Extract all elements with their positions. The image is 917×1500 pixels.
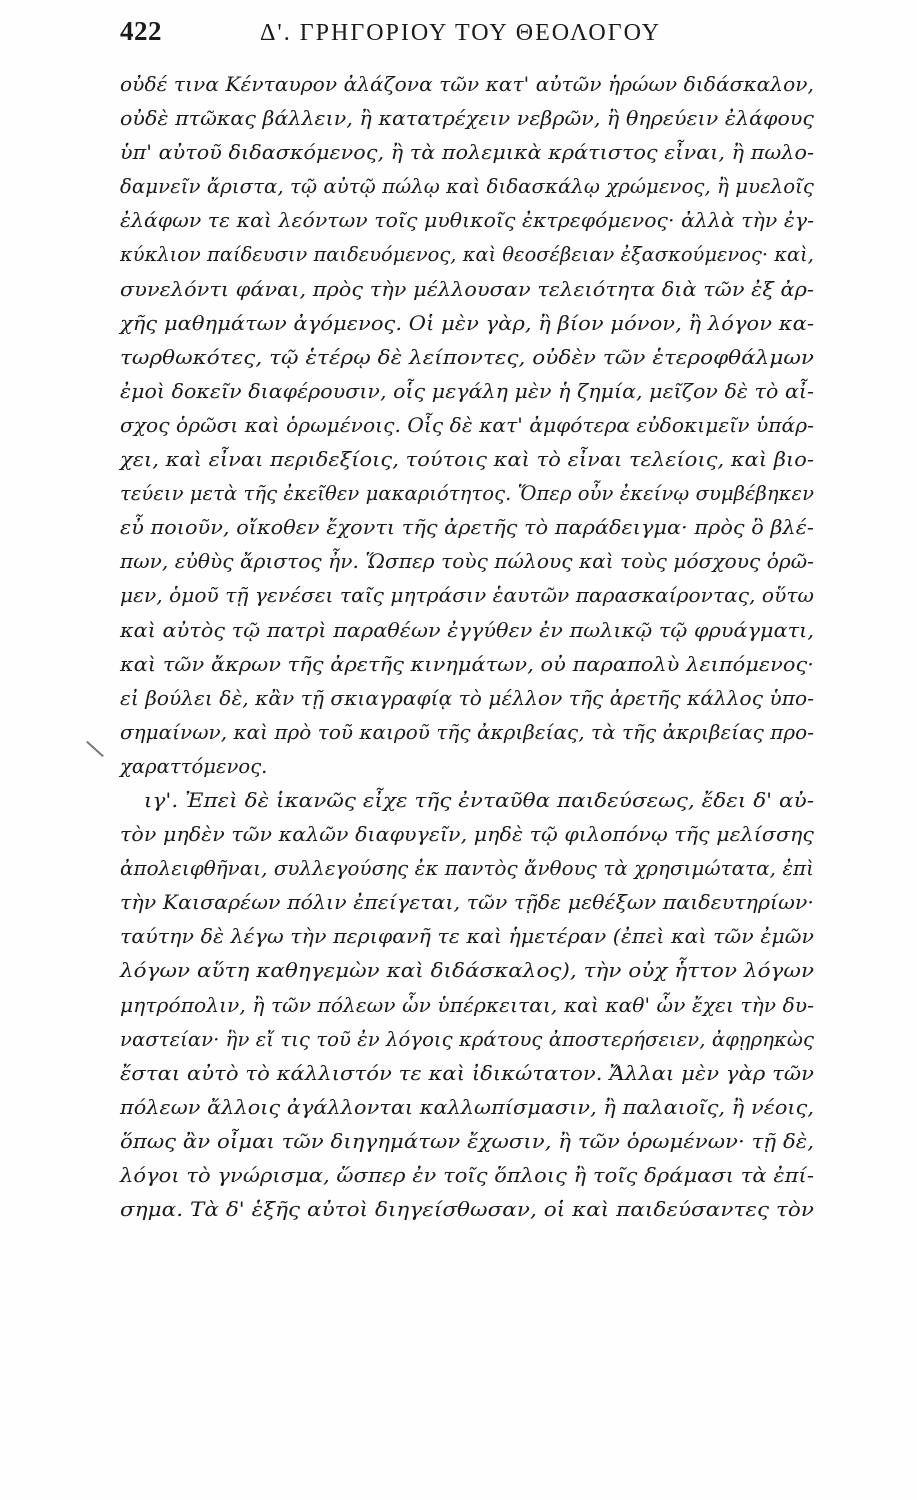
text-line: πων, εὐθὺς ἄριστος ἦν. Ὥσπερ τοὺς πώλους καὶ τοὺς μόσχους ὁρῶ- bbox=[120, 550, 814, 574]
text-line: σημα. Τὰ δ' ἑξῆς αὐτοὶ διηγείσθωσαν, οἱ καὶ παιδεύσαντες τὸν bbox=[120, 1198, 814, 1222]
text-line: ἐμοὶ δοκεῖν διαφέρουσιν, οἷς μεγάλη μὲν ἡ ζημία, μεῖζον δὲ τὸ αἶ- bbox=[120, 379, 814, 403]
section-start-line: ιγ'. Ἐπεὶ δὲ ἱκανῶς εἶχε τῆς ἐνταῦθα παιδεύσεως, ἔδει δ' αὐ- bbox=[144, 788, 815, 812]
text-line: χει, καὶ εἶναι περιδεξίοις, τούτοις καὶ τὸ εἶναι τελείοις, καὶ βιο- bbox=[120, 448, 815, 472]
text-line bbox=[120, 1227, 814, 1261]
text-line: μητρόπολιν, ἢ τῶν πόλεων ὧν ὑπέρκειται, καὶ καθ' ὧν ἔχει τὴν δυ- bbox=[120, 993, 814, 1017]
page-number: 422 bbox=[120, 16, 162, 46]
text-line: σημαίνων, καὶ πρὸ τοῦ καιροῦ τῆς ἀκριβείας, τὰ τῆς ἀκριβείας προ- bbox=[120, 720, 815, 744]
text-line: εὖ ποιοῦν, οἴκοθεν ἔχοντι τῆς ἀρετῆς τὸ παράδειγμα· πρὸς ὃ βλέ- bbox=[120, 516, 814, 540]
text-line: ἀπολειφθῆναι, συλλεγούσης ἐκ παντὸς ἄνθους τὰ χρησιμώτατα, ἐπὶ bbox=[120, 857, 814, 881]
text-line: σχος ὁρῶσι καὶ ὁρωμένοις. Οἷς δὲ κατ' ἀμφότερα εὐδοκιμεῖν ὑπάρ- bbox=[120, 413, 814, 437]
text-line: λόγων αὕτη καθηγεμὼν καὶ διδάσκαλος), τὴν οὐχ ἧττον λόγων bbox=[120, 959, 815, 983]
text-line: ταύτην δὲ λέγω τὴν περιφανῆ τε καὶ ἡμετέραν (ἐπεὶ καὶ τῶν ἐμῶν bbox=[120, 925, 815, 949]
text-line: χῆς μαθημάτων ἀγόμενος. Οἱ μὲν γὰρ, ἢ βίον μόνον, ἢ λόγον κα- bbox=[120, 311, 814, 335]
text-line: κύκλιον παίδευσιν παιδευόμενος, καὶ θεοσέβειαν ἐξασκούμενος· καὶ, bbox=[120, 243, 815, 267]
text-line: τωρθωκότες, τῷ ἑτέρῳ δὲ λείποντες, οὐδὲν τῶν ἑτεροφθάλμων bbox=[120, 345, 815, 369]
text-line: ναστείαν· ἣν εἴ τις τοῦ ἐν λόγοις κράτους ἀποστερήσειεν, ἀφῃρηκὼς bbox=[120, 1027, 814, 1051]
text-line: ἔσται αὐτὸ τὸ κάλλιστόν τε καὶ ἰδικώτατον. Ἄλλαι μὲν γὰρ τῶν bbox=[120, 1061, 815, 1085]
text-line: τὸν μηδὲν τῶν καλῶν διαφυγεῖν, μηδὲ τῷ φιλοπόνῳ τῆς μελίσσης bbox=[120, 823, 814, 847]
body-text bbox=[120, 68, 814, 1261]
text-line: ὑπ' αὐτοῦ διδασκόμενος, ἢ τὰ πολεμικὰ κράτιστος εἶναι, ἢ πωλο- bbox=[120, 141, 814, 165]
text-line: τὴν Καισαρέων πόλιν ἐπείγεται, τῶν τῇδε μεθέξων παιδευτηρίων· bbox=[120, 891, 814, 915]
text-line: δαμνεῖν ἄριστα, τῷ αὐτῷ πώλῳ καὶ διδασκάλῳ χρώμενος, ἢ μυελοῖς bbox=[120, 175, 815, 199]
text-line: καὶ αὐτὸς τῷ πατρὶ παραθέων ἐγγύθεν ἐν πωλικῷ τῷ φρυάγματι, bbox=[120, 618, 815, 642]
text-line: οὐδὲ πτῶκας βάλλειν, ἢ κατατρέχειν νεβρῶν, ἢ θηρεύειν ἐλάφους bbox=[120, 107, 815, 131]
text-line: τεύειν μετὰ τῆς ἐκεῖθεν μακαριότητος. Ὅπερ οὖν ἐκείνῳ συμβέβηκεν bbox=[120, 482, 815, 506]
text-line: εἰ βούλει δὲ, κἂν τῇ σκιαγραφίᾳ τὸ μέλλον τῆς ἀρετῆς κάλλος ὑπο- bbox=[120, 686, 814, 710]
text-line: λόγοι τὸ γνώρισμα, ὥσπερ ἐν τοῖς ὅπλοις ἢ τοῖς δράμασι τὰ ἐπί- bbox=[120, 1164, 814, 1187]
margin-ink-mark bbox=[86, 741, 104, 757]
text-line: καὶ τῶν ἄκρων τῆς ἀρετῆς κινημάτων, οὐ παραπολὺ λειπόμενος· bbox=[120, 652, 814, 676]
page-header bbox=[120, 14, 810, 54]
running-head: Δ'. ΓΡΗΓΟΡΙΟΥ ΤΟΥ ΘΕΟΛΟΓΟΥ bbox=[260, 20, 662, 46]
text-line: μεν, ὁμοῦ τῇ γενέσει ταῖς μητράσιν ἑαυτῶν παρασκαίροντας, οὕτω bbox=[120, 584, 814, 608]
text-line: ἐλάφων τε καὶ λεόντων τοῖς μυθικοῖς ἐκτρεφόμενος· ἀλλὰ τὴν ἐγ- bbox=[120, 209, 815, 233]
text-line: οὐδέ τινα Κένταυρον ἀλάζονα τῶν κατ' αὐτῶν ἡρώων διδάσκαλον, bbox=[120, 73, 815, 96]
text-line: πόλεων ἄλλοις ἀγάλλονται καλλωπίσμασιν, ἢ παλαιοῖς, ἢ νέοις, bbox=[120, 1095, 815, 1119]
text-line: συνελόντι φάναι, πρὸς τὴν μέλλουσαν τελειότητα διὰ τῶν ἐξ ἀρ- bbox=[120, 277, 815, 301]
text-line: ὅπως ἂν οἶμαι τῶν διηγημάτων ἔχωσιν, ἢ τῶν ὁρωμένων· τῇ δὲ, bbox=[120, 1129, 815, 1153]
text-line: χαραττόμενος. bbox=[120, 754, 268, 778]
